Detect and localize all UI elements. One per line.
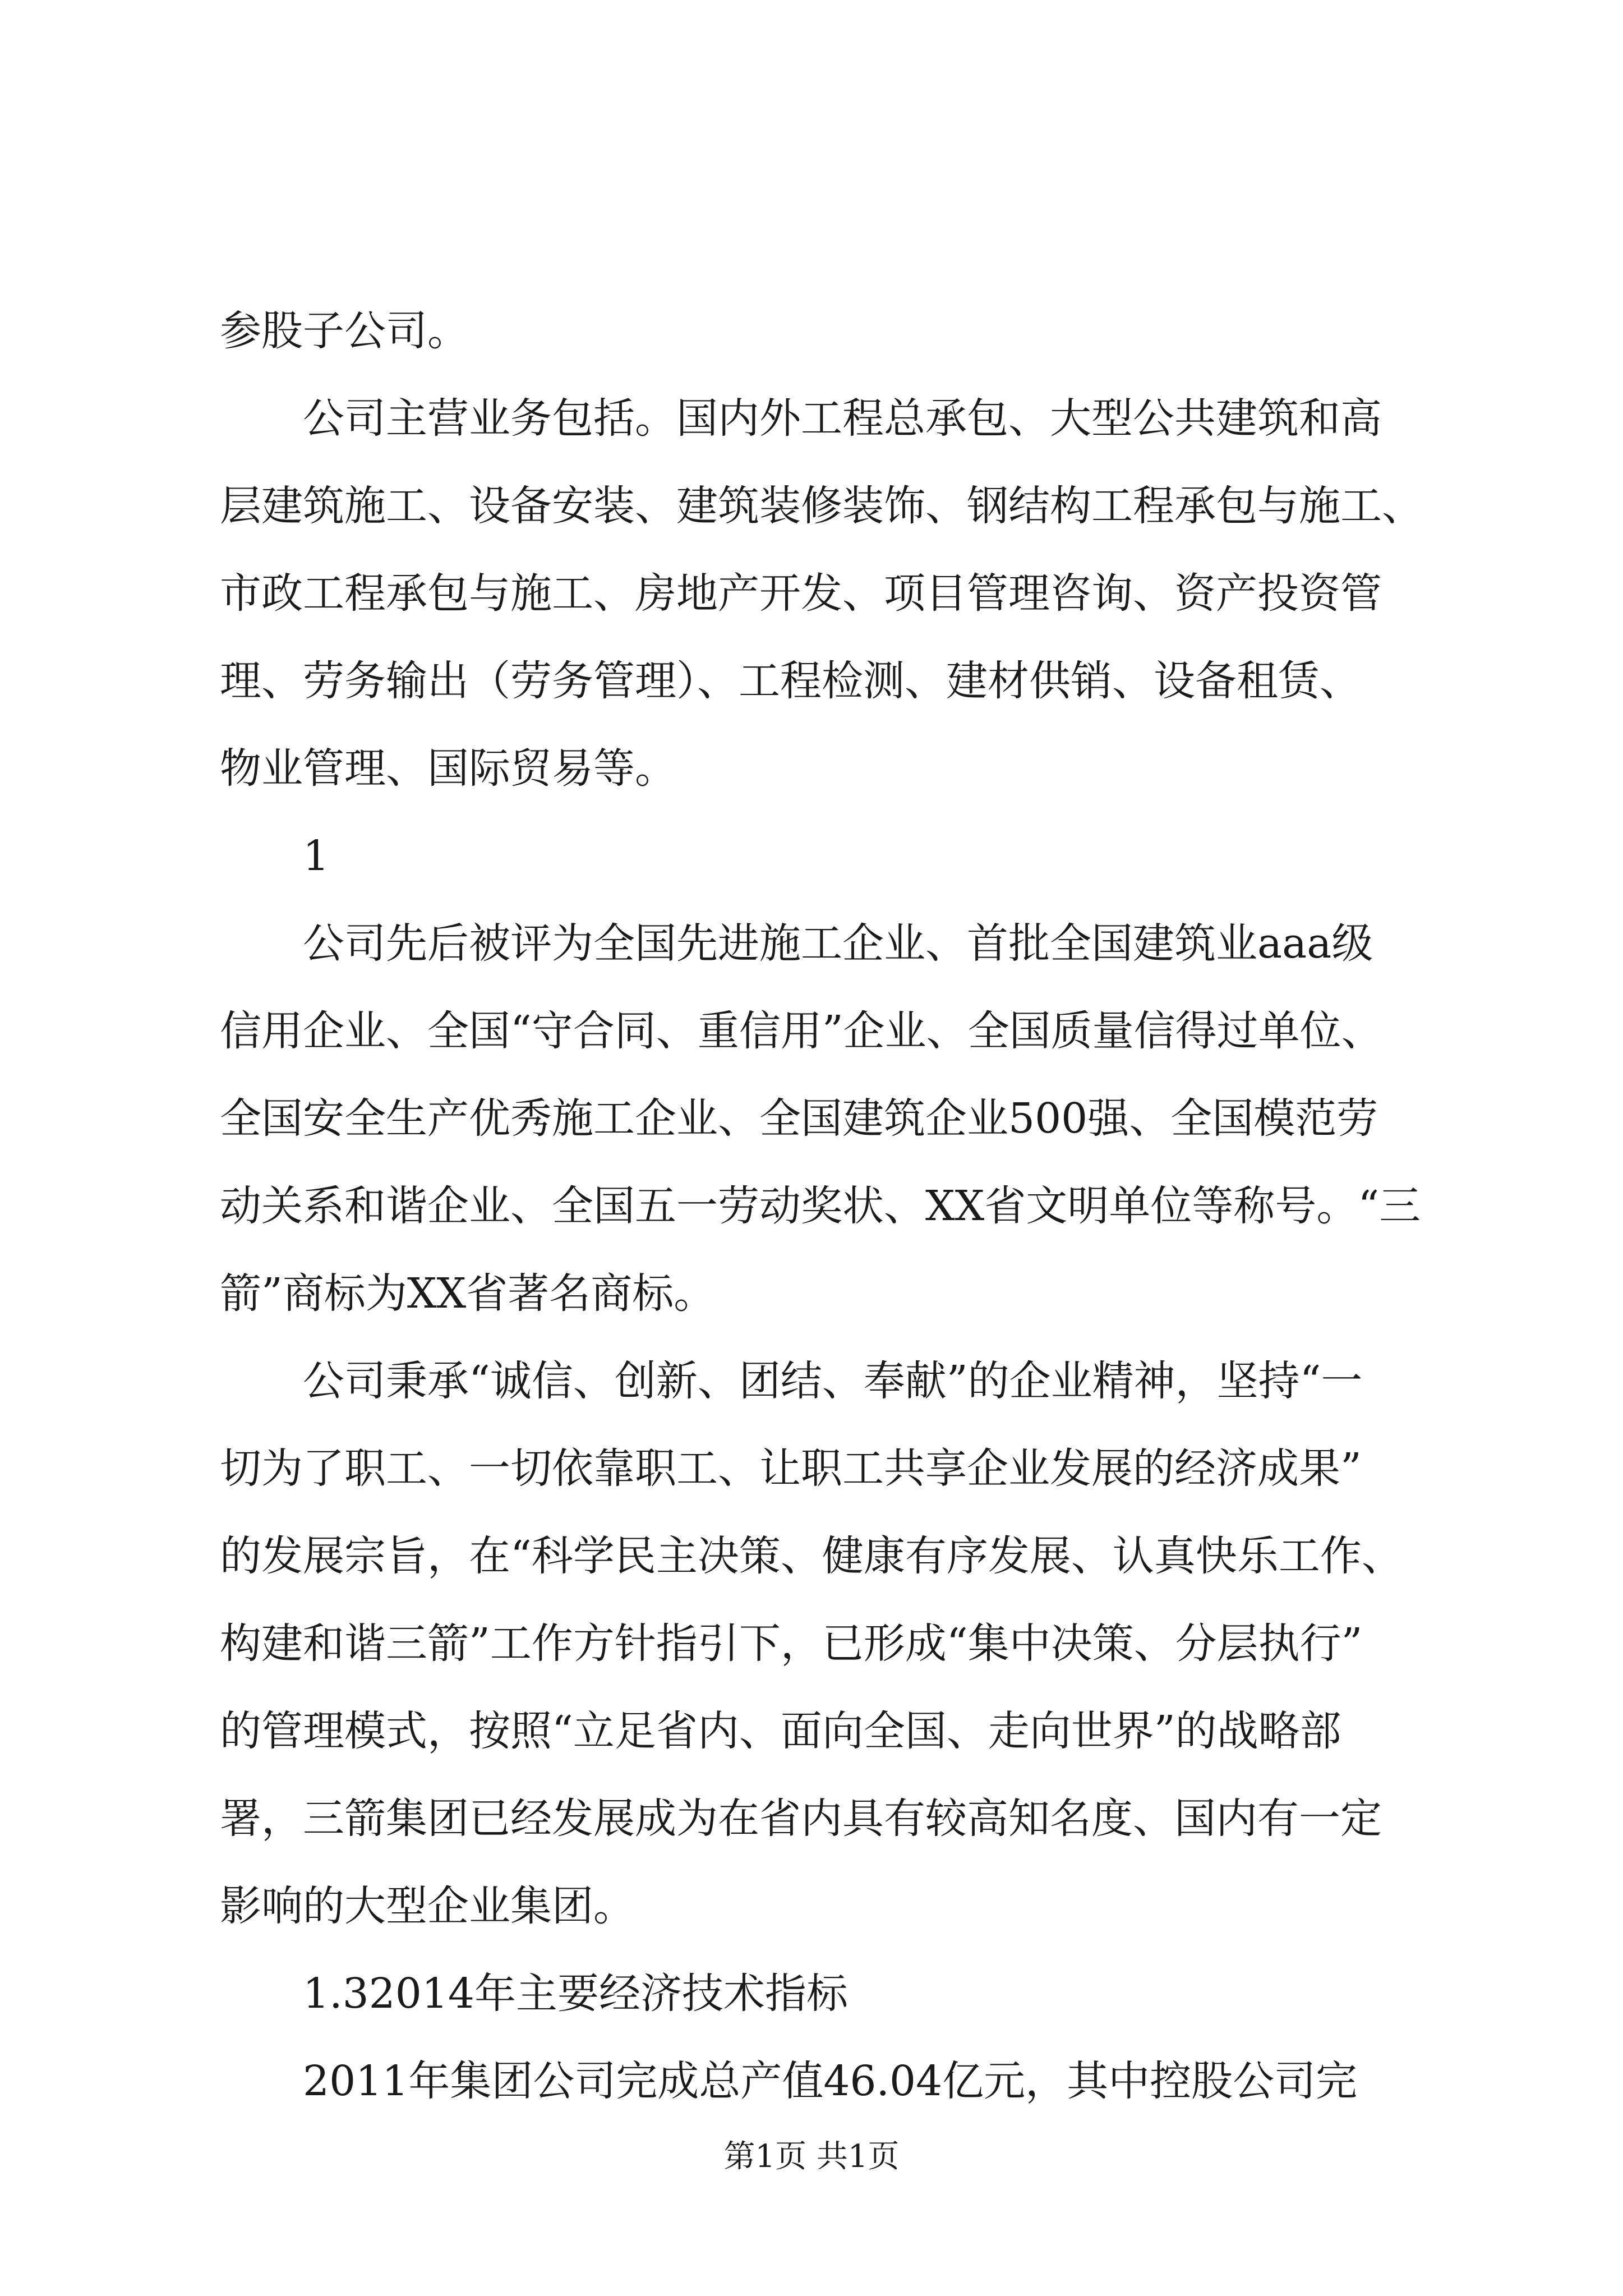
text-line: 影响的大型企业集团。: [220, 1882, 635, 1930]
page-footer: 第1页 共1页: [723, 2138, 900, 2175]
text-line: 参股子公司。: [220, 307, 469, 355]
text-line: 1.32014年主要经济技术指标: [303, 1970, 849, 2018]
text-line: 切为了职工、一切依靠职工、让职工共享企业发展的经济成果”: [220, 1444, 1362, 1493]
text-line: 全国安全生产优秀施工企业、全国建筑企业500强、全国模范劳: [220, 1094, 1378, 1143]
text-line: 公司主营业务包括。国内外工程总承包、大型公共建筑和高: [303, 394, 1382, 443]
text-line: 信用企业、全国“守合同、重信用”企业、全国质量信得过单位、: [220, 1007, 1383, 1055]
text-line: 公司先后被评为全国先进施工企业、首批全国建筑业aaa级: [303, 919, 1373, 968]
text-line: 层建筑施工、设备安装、建筑装修装饰、钢结构工程承包与施工、: [220, 482, 1423, 530]
text-line: 2011年集团公司完成总产值46.04亿元，其中控股公司完: [303, 2057, 1358, 2105]
text-line: 箭”商标为XX省著名商标。: [220, 1269, 716, 1318]
text-line: 构建和谐三箭”工作方针指引下，已形成“集中决策、分层执行”: [220, 1619, 1363, 1668]
text-line: 的管理模式，按照“立足省内、面向全国、走向世界”的战略部: [220, 1707, 1341, 1755]
text-line: 市政工程承包与施工、房地产开发、项目管理咨询、资产投资管: [220, 569, 1382, 618]
text-line: 理、劳务输出（劳务管理）、工程检测、建材供销、设备租赁、: [220, 657, 1361, 705]
text-line: 公司秉承“诚信、创新、团结、奉献”的企业精神，坚持“一: [303, 1357, 1363, 1405]
text-line: 的发展宗旨，在“科学民主决策、健康有序发展、认真快乐工作、: [220, 1532, 1403, 1580]
text-line: 物业管理、国际贸易等。: [220, 744, 676, 793]
text-line: 1: [303, 832, 330, 880]
text-line: 动关系和谐企业、全国五一劳动奖状、XX省文明单位等称号。“三: [220, 1182, 1421, 1230]
text-line: 署，三箭集团已经发展成为在省内具有较高知名度、国内有一定: [220, 1795, 1382, 1843]
